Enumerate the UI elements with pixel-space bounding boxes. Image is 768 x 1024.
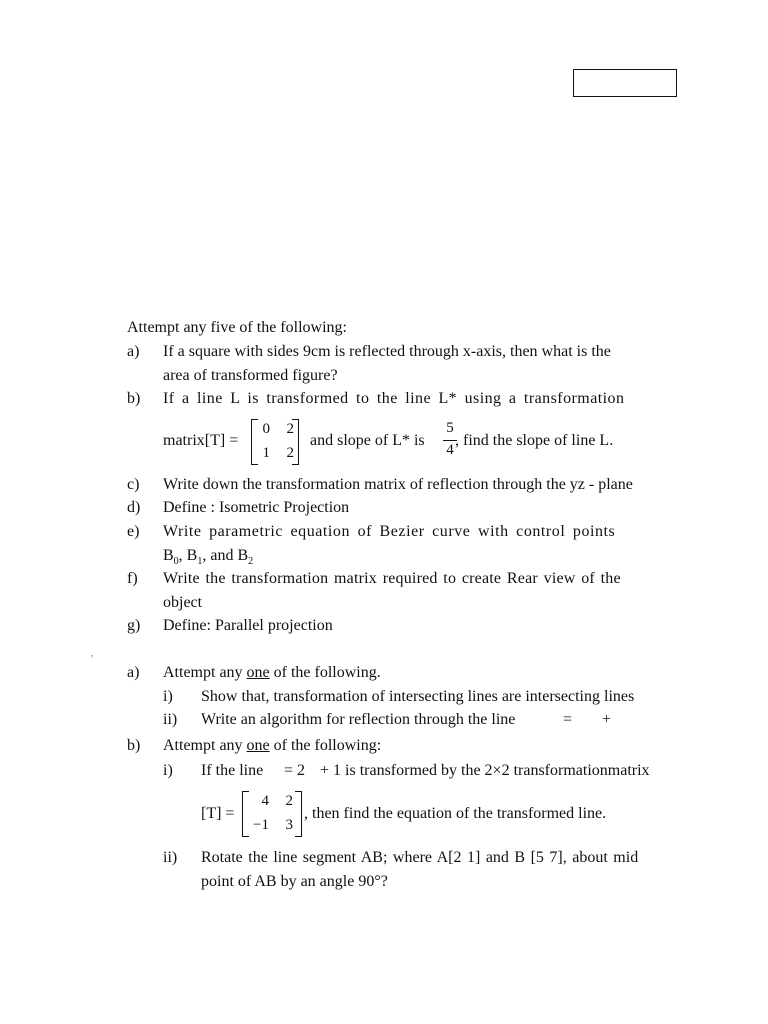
q-c-label: c) [127,476,140,493]
q-d-text: Define : Isometric Projection [163,499,350,516]
subscript-0: 0 [173,556,179,568]
s2-b-i-post: + 1 is transformed by the 2×2 transformationmatrix [320,762,650,779]
matrix-cell: 2 [286,421,294,437]
s2-b-pre: Attempt any [163,737,243,754]
q-d-label: d) [127,499,141,516]
q-b-line1: If a line L is transformed to the line L* using a transformation [163,390,625,407]
section1-heading: Attempt any five of the following: [127,319,347,336]
s2-a-ii-text: Write an algorithm for reflection through the line [201,711,516,728]
s2-a-post: of the following. [273,664,381,681]
seat-number-box [573,69,677,97]
q-f-label: f) [127,570,138,587]
subscript-2: 2 [248,556,254,568]
s2-a-one: one [246,664,270,681]
matrix-cell: 0 [262,421,270,437]
bezier-b0: B [163,547,174,564]
matrix-cell: 4 [261,793,269,809]
q-e-label: e) [127,523,140,540]
s2-a-i-label: i) [163,688,173,705]
fraction-denominator: 4 [446,442,454,458]
matrix-cell: 3 [285,817,293,833]
stray-mark: , [91,648,94,659]
s2-b-i-pre: If the line [201,762,264,779]
fraction-numerator: 5 [446,420,454,436]
s2-a-pre: Attempt any [163,664,243,681]
bezier-and-b2: and B [210,547,249,564]
s2-b-i-label: i) [163,762,173,779]
matrix-cell: 1 [262,445,270,461]
q-e-line2: $B_0$, $B_1$, and $B_2$ [163,547,254,568]
s2-a-i-text: Show that, transformation of intersecting lines are intersecting lines [201,688,635,705]
subscript-1: 1 [197,556,203,568]
q-g-label: g) [127,617,141,634]
s2-b-i-tail: , then find the equation of the transformed line. [304,805,607,822]
q-b-label: b) [127,390,141,407]
s2-b-i-eq: = 2 [284,762,306,779]
s2-b-i-matrix-prefix: [T] = [201,805,235,822]
s2-a-label: a) [127,664,140,681]
s2-b-i-matrix [242,791,302,835]
q-f-line1: Write the transformation matrix required to create Rear view of the [163,570,621,587]
s2-b-ii-label: ii) [163,849,178,866]
q-b-matrix-prefix: matrix[T] = [163,432,239,449]
bezier-b1: B [186,547,198,564]
s2-b-ii-line1: Rotate the line segment AB; where A[2 1] and B [5 7], about mid [201,849,639,866]
q-e-line1: Write parametric equation of Bezier curve with control points [163,523,616,540]
q-b-tail-text: , find the slope of line L. [455,432,614,449]
q-b-mid-text: and slope of L* is [310,432,425,449]
matrix-cell: 2 [286,445,294,461]
s2-b-one: one [246,737,270,754]
q-c-text: Write down the transformation matrix of reflection through the yz - plane [163,476,633,493]
q-f-line2: object [163,594,203,611]
matrix-cell: 2 [285,793,293,809]
s2-b-post: of the following: [273,737,382,754]
s2-a-ii-label: ii) [163,711,178,728]
q-b-matrix [251,419,299,463]
q-a-line2: area of transformed figure? [163,367,338,384]
s2-b-label: b) [127,737,141,754]
s2-b-ii-line2: point of AB by an angle 90°? [201,873,388,890]
q-a-line1: If a square with sides 9cm is reflected through x-axis, then what is the [163,343,611,360]
q-g-text: Define: Parallel projection [163,617,333,634]
s2-a-ii-eq: = [563,711,573,728]
s2-a-ii-plus: + [602,711,612,728]
s2-a-text [163,663,381,683]
q-a-label: a) [127,343,140,360]
matrix-cell: −1 [253,817,269,833]
s2-b-text [163,736,381,756]
